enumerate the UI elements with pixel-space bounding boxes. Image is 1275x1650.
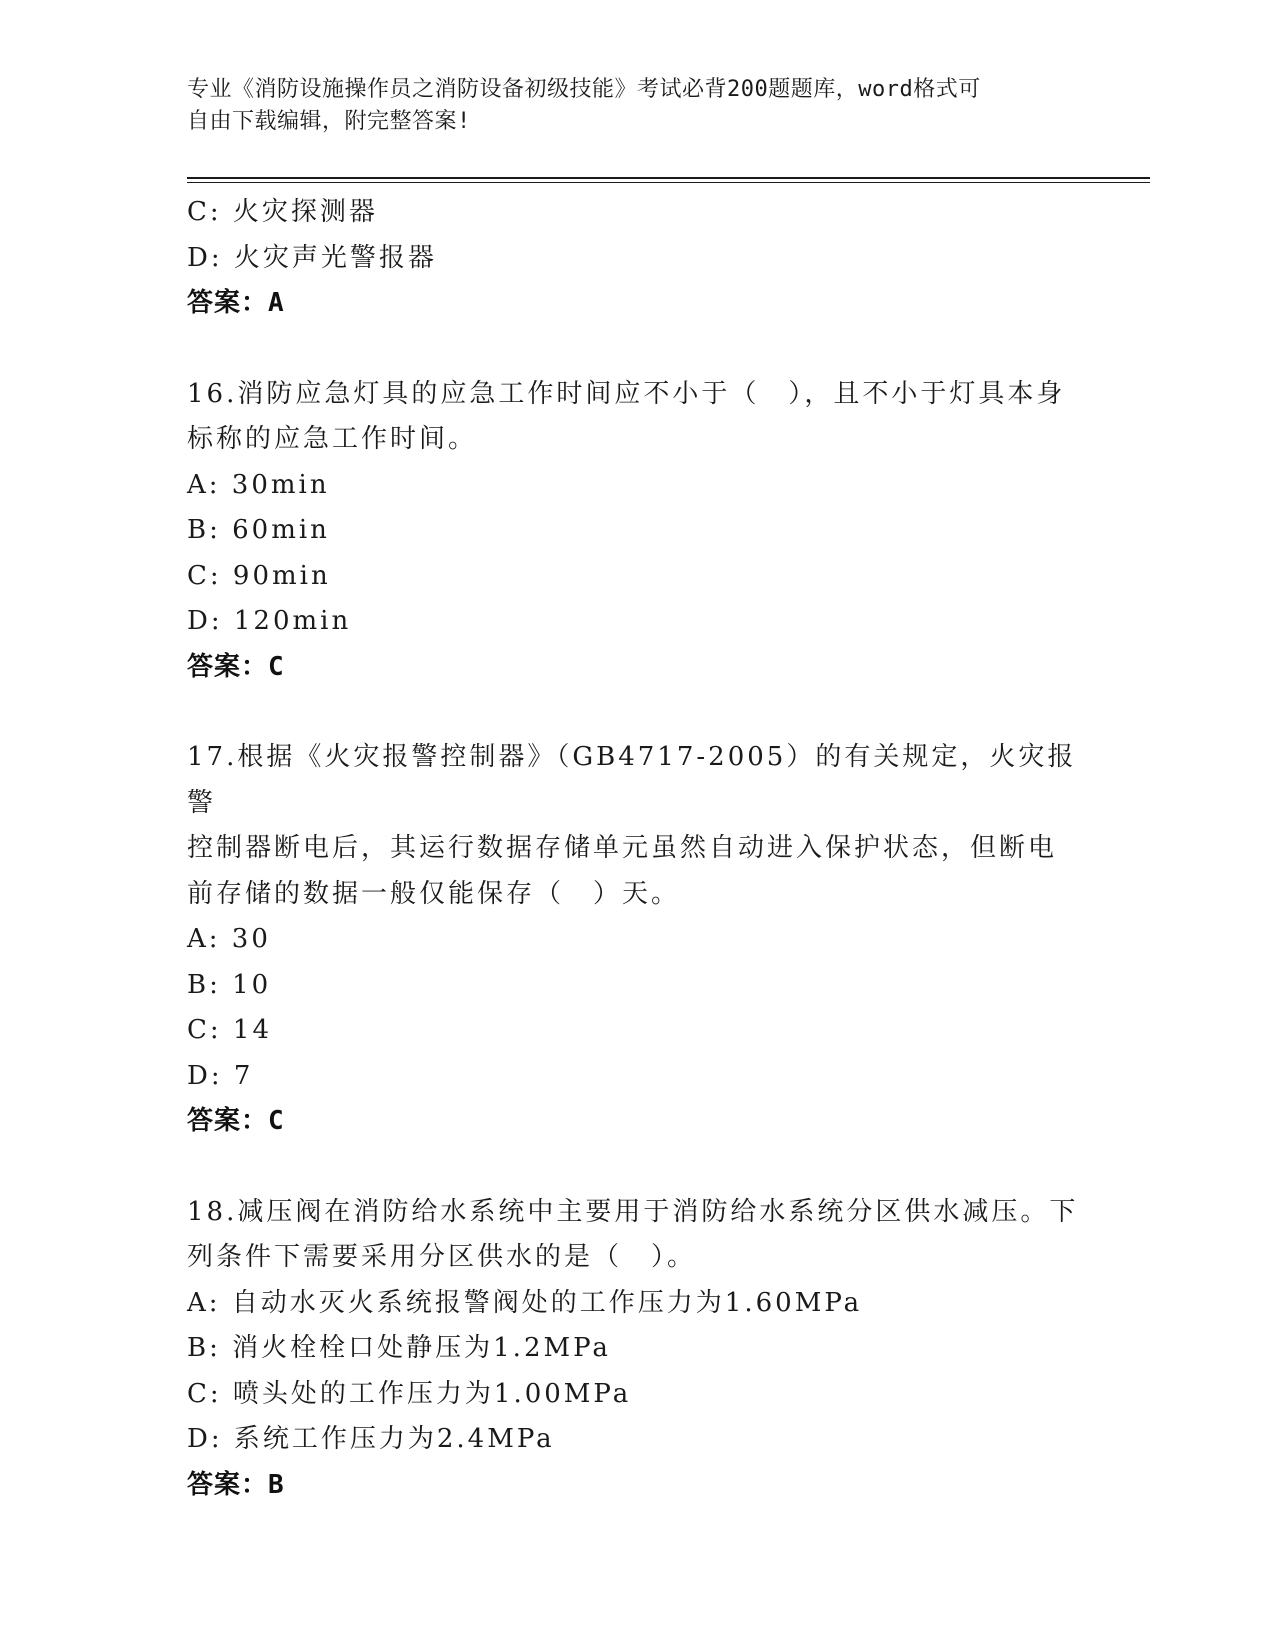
q16-option-d: D: 120min (187, 606, 352, 636)
q15-option-c: C: 火灾探测器 (187, 197, 378, 227)
q17-option-d: D: 7 (187, 1060, 254, 1091)
spacer (187, 327, 1087, 372)
q18-stem-line-1: 18.减压阀在消防给水系统中主要用于消防给水系统分区供水减压。下 (187, 1196, 1079, 1227)
q18-option-d: D: 系统工作压力为2.4MPa (187, 1424, 555, 1454)
q18-option-b: B: 消火栓栓口处静压为1.2MPa (187, 1333, 611, 1363)
header-line-2: 自由下载编辑，附完整答案! (187, 109, 471, 134)
spacer (187, 1145, 1087, 1190)
question-17 (187, 735, 1087, 1145)
q16-option-a: A: 30min (187, 469, 330, 500)
question-list (187, 190, 1087, 1508)
q16-stem-line-1: 16.消防应急灯具的应急工作时间应不小于（ ），且不小于灯具本身 (187, 378, 1066, 409)
q18-option-a: A: 自动水灭火系统报警阀处的工作压力为1.60MPa (187, 1287, 863, 1318)
question-15 (187, 190, 1087, 327)
q17-option-a: A: 30 (187, 924, 271, 954)
q17-stem-line-3: 前存储的数据一般仅能保存（ ）天。 (187, 878, 681, 909)
q15-option-d: D: 火灾声光警报器 (187, 242, 437, 273)
header-divider-thick (187, 177, 1150, 179)
q16-stem-line-2: 标称的应急工作时间。 (187, 424, 478, 454)
q17-option-b: B: 10 (187, 969, 272, 1000)
q15-answer: 答案：A (187, 288, 285, 318)
q16-option-c: C: 90min (187, 560, 331, 591)
header-line-1: 专业《消防设施操作员之消防设备初级技能》考试必背200题题库，word格式可 (187, 77, 981, 102)
question-18 (187, 1190, 1087, 1509)
header-divider-thin (187, 182, 1150, 183)
q18-answer: 答案：B (187, 1469, 285, 1500)
question-16 (187, 372, 1087, 691)
q17-option-c: C: 14 (187, 1015, 273, 1045)
q16-option-b: B: 60min (187, 515, 330, 545)
q18-option-c: C: 喷头处的工作压力为1.00MPa (187, 1378, 632, 1409)
q17-stem-line-1: 17.根据《火灾报警控制器》（GB4717-2005）的有关规定，火灾报警 (187, 742, 1077, 818)
q16-answer: 答案：C (187, 651, 285, 682)
q18-stem-line-2: 列条件下需要采用分区供水的是（ ）。 (187, 1242, 697, 1272)
q17-stem-line-2: 控制器断电后，其运行数据存储单元虽然自动进入保护状态，但断电 (187, 833, 1058, 863)
spacer (187, 690, 1087, 735)
document-header (187, 74, 1067, 138)
q17-answer: 答案：C (187, 1106, 285, 1136)
